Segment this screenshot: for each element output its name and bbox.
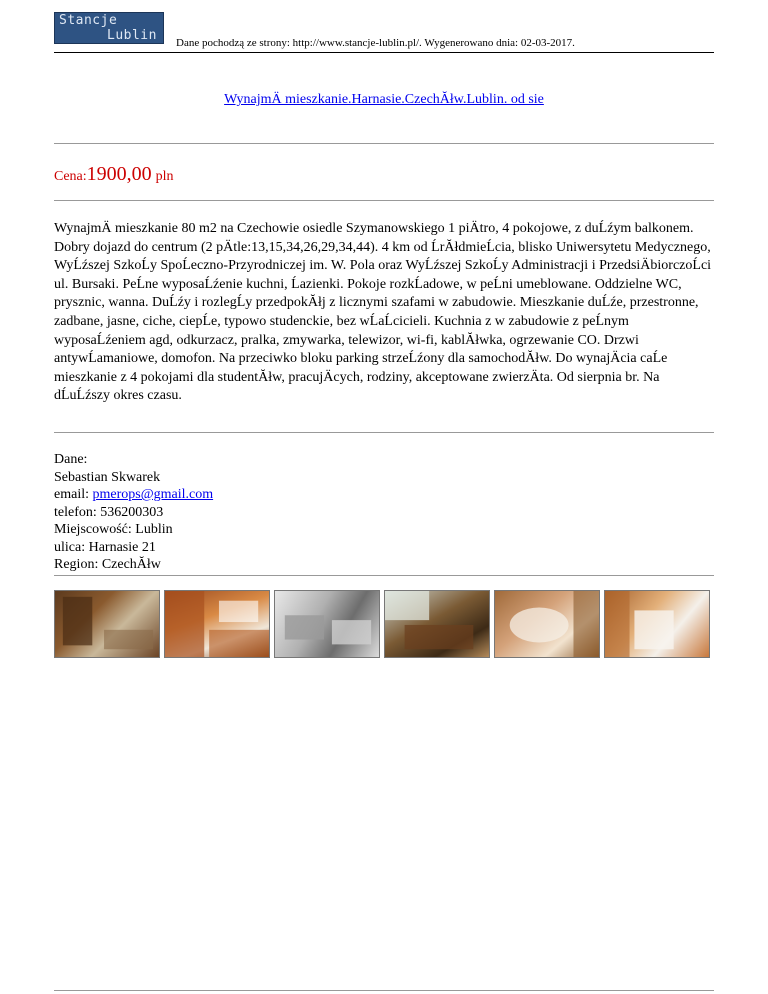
divider <box>54 432 714 433</box>
photo-thumbnail[interactable] <box>54 590 160 658</box>
photo-thumbnail[interactable] <box>274 590 380 658</box>
price-row <box>54 163 174 186</box>
site-logo[interactable] <box>54 12 164 44</box>
listing-title-link[interactable]: WynajmÄ mieszkanie.Harnasie.CzechĂłw.Lublin. od sie <box>224 92 544 107</box>
contact-email-row <box>54 486 213 504</box>
contact-name: Sebastian Skwarek <box>54 469 161 485</box>
logo-text-line2: Lublin <box>107 28 157 43</box>
contact-region: Region: CzechĂłw <box>54 557 161 572</box>
photo-gallery <box>54 590 740 660</box>
price-label: Cena: <box>54 169 87 184</box>
contact-phone: telefon: 536200303 <box>54 504 164 520</box>
photo-thumbnail[interactable] <box>604 590 710 658</box>
logo-text-line1: Stancje <box>59 13 118 28</box>
price-value: 1900,00 <box>86 163 152 185</box>
contact-heading: Dane: <box>54 452 88 467</box>
photo-thumbnail[interactable] <box>164 590 270 658</box>
page-header <box>54 12 714 53</box>
email-link[interactable]: pmerops@gmail.com <box>92 487 214 502</box>
price-unit: pln <box>155 169 174 184</box>
photo-thumbnail[interactable] <box>494 590 600 658</box>
contact-street: ulica: Harnasie 21 <box>54 539 156 555</box>
contact-city: Miejscowość: Lublin <box>54 522 173 537</box>
divider <box>54 575 714 576</box>
divider <box>54 143 714 144</box>
listing-description: WynajmÄ mieszkanie 80 m2 na Czechowie osiedle Szymanowskiego 1 piÄtro, 4 pokojowe, z duĹźym balkonem. Dobry dojazd do centrum (2 pÄtle:13,15,34,26,29,34,44). 4 km od ĹrĂłdmieĹcia, blisko Uniwersytetu Medycznego, WyĹźszej SzkoĹy SpoĹeczno-Przyrodniczej im. W. Pola oraz WyĹźszej SzkoĹy Administracji i PrzedsiÄbiorczoĹci ul. Bursaki. PeĹne wyposaĹźenie kuchni, Ĺazienki. Pokoje rozkĹadowe, w peĹni umeblowane. Oddzielne WC, prysznic, wanna. DuĹźy i rozlegĹy przedpokĂłj z licznymi szafami w zabudowie. Mieszkanie duĹźe, przestronne, zadbane, jasne, ciche, ciepĹe, typowo studenckie, bez wĹaĹcicieli. Kuchnia z w zabudowie z peĹnym wyposaĹźeniem agd, odkurzacz, pralka, zmywarka, telewizor, wi-fi, kablĂłwka, ogrzewanie CO. Drzwi antywĹamaniowe, domofon. Na przeciwko bloku parking strzeĹźony dla samochodĂłw. Do wynajÄcia caĹe mieszkanie z 4 pokojami dla studentĂłw, pracujÄcych, rodziny, akceptowane zwierzÄta. Od sierpnia br. Na dĹuĹźszy okres czasu. <box>54 221 712 404</box>
divider <box>54 200 714 201</box>
contact-block <box>54 451 213 574</box>
source-note: Dane pochodzą ze strony: http://www.stancje-lublin.pl/. Wygenerowano dnia: 02-03-2017. <box>176 37 575 49</box>
photo-thumbnail[interactable] <box>384 590 490 658</box>
footer-divider <box>54 990 714 991</box>
email-label: email: <box>54 487 93 502</box>
